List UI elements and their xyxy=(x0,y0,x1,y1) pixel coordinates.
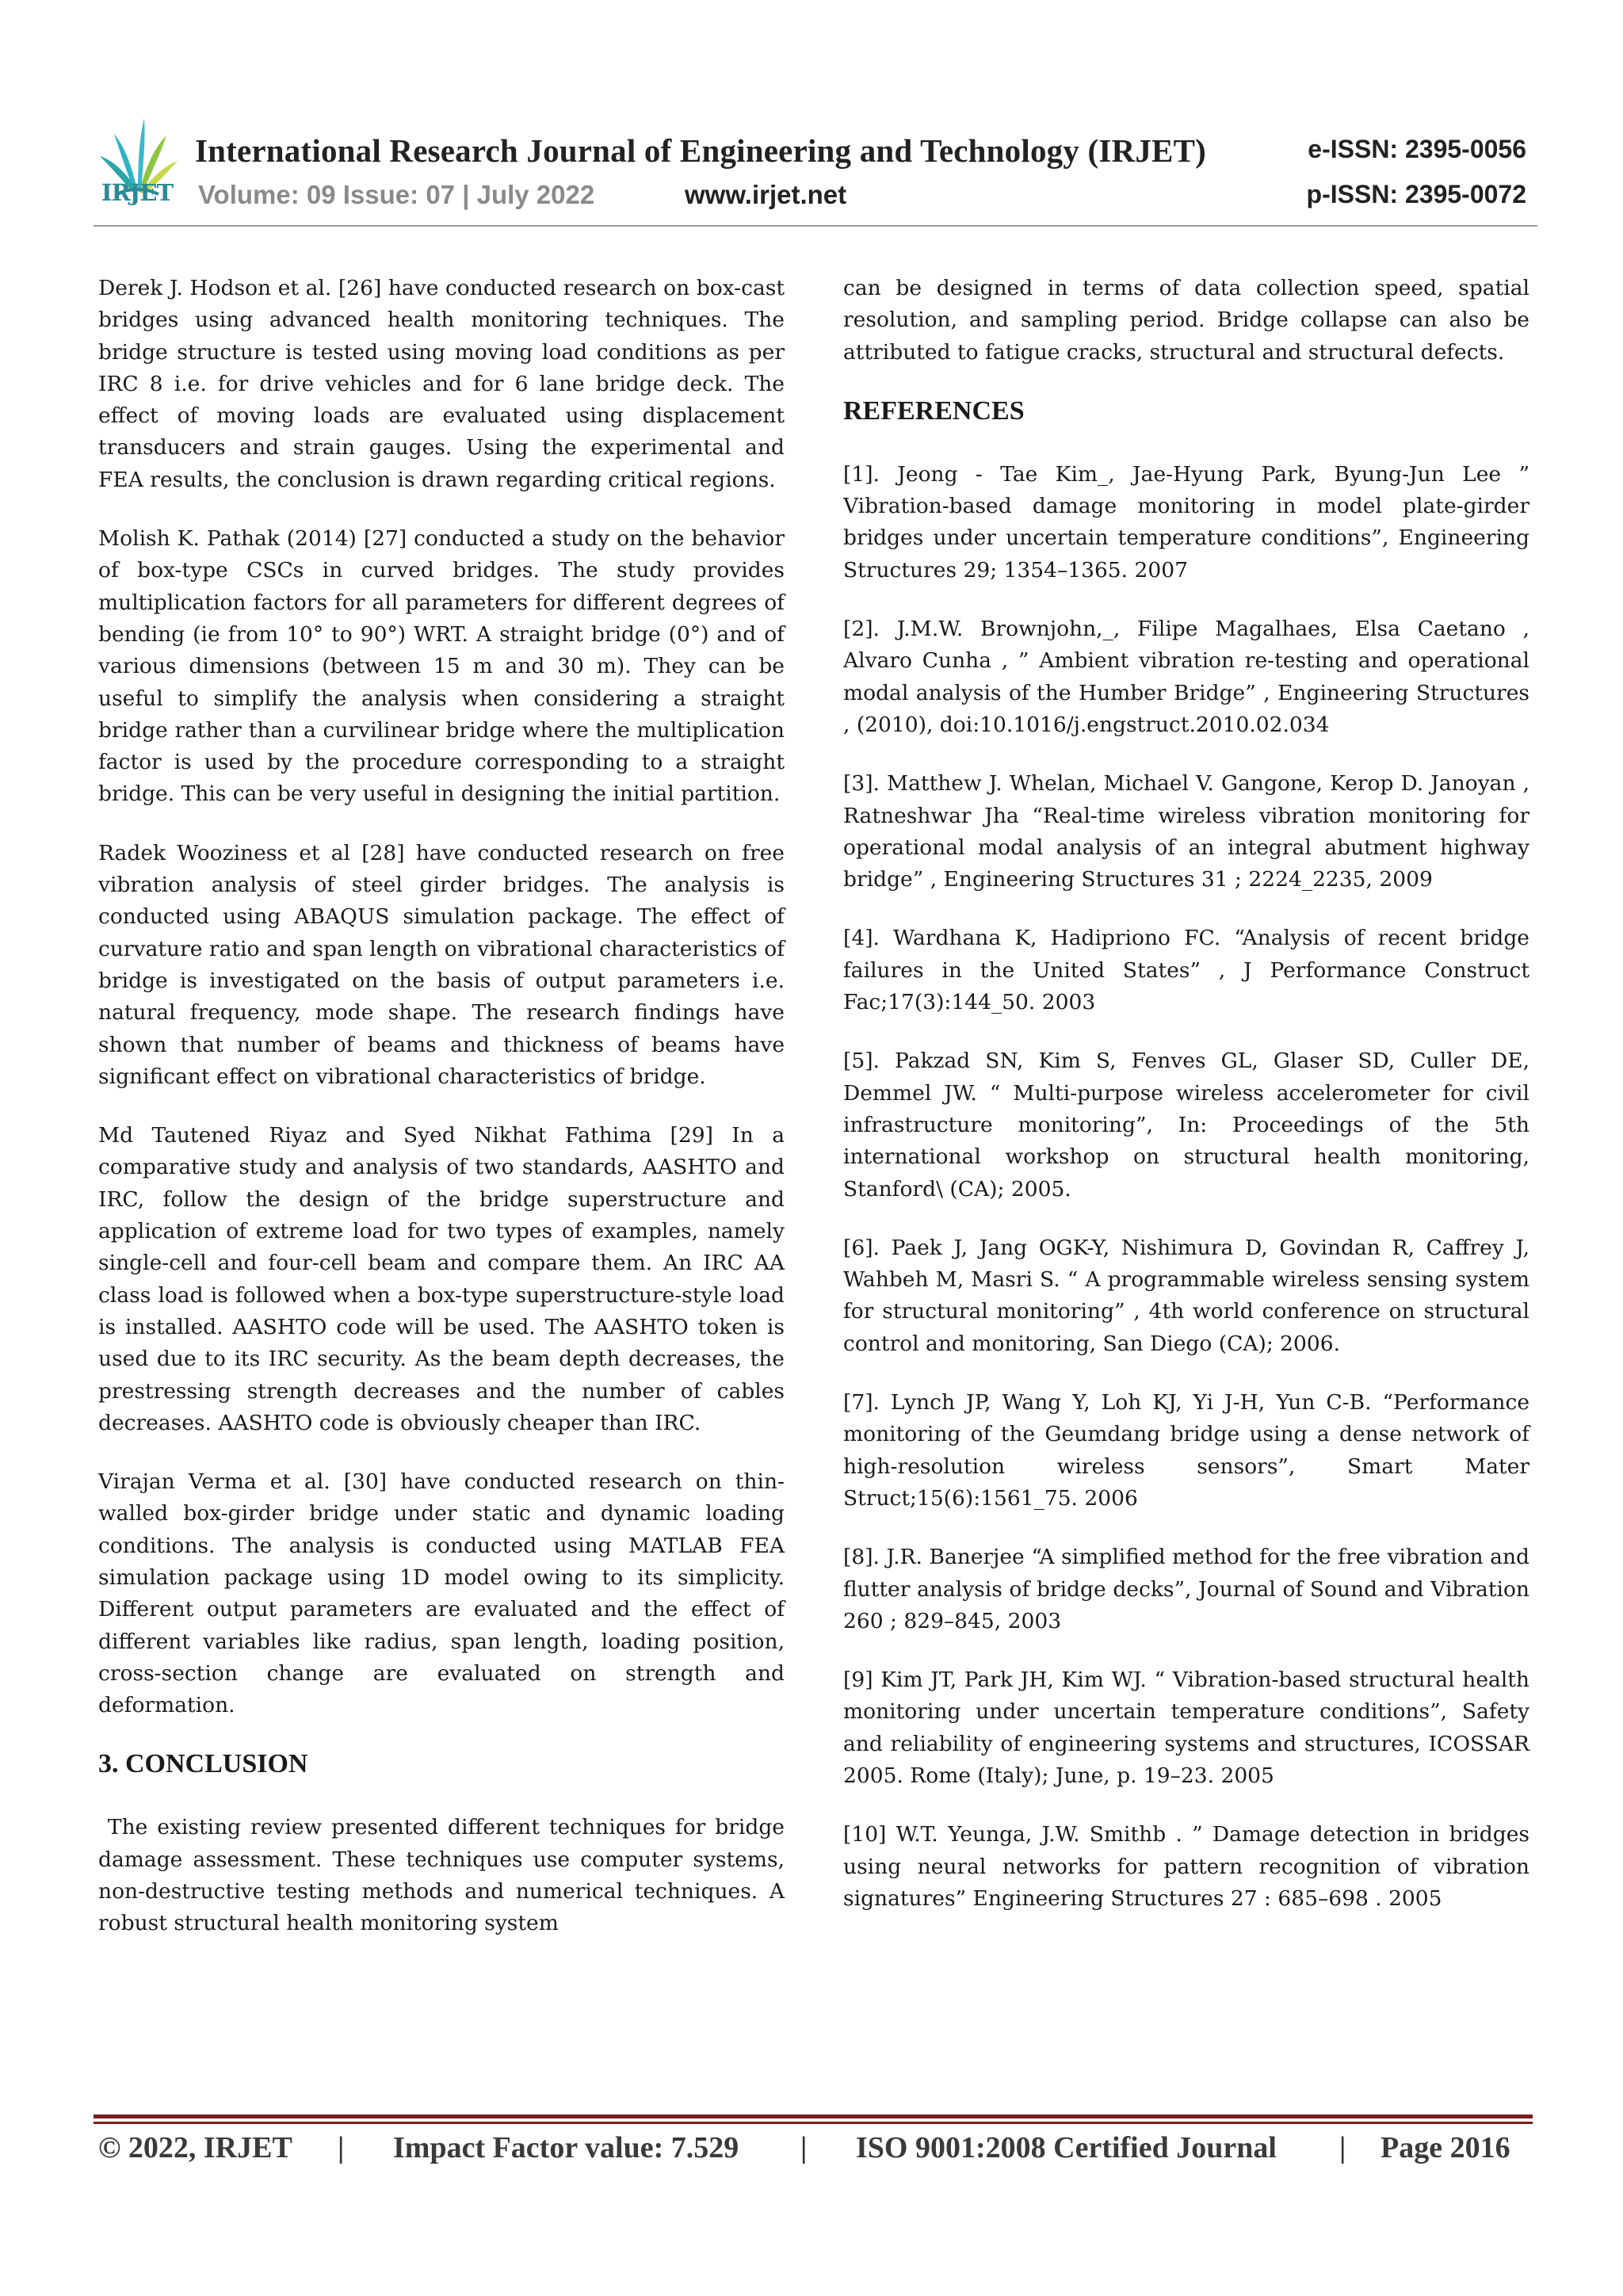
footer-iso: ISO 9001:2008 Certified Journal xyxy=(856,2131,1277,2164)
reference-item: [1]. Jeong - Tae Kim_, Jae-Hyung Park, Byung-Jun Lee ” Vibration-based damage monitoring in model plate-girder bridges under uncertain temperature conditions”, Engineering Structures 29; 1354–1365. 2007 xyxy=(843,461,1529,583)
footer-separator: | xyxy=(338,2131,345,2164)
reference-item: [8]. J.R. Banerjee “A simplified method for the free vibration and flutter analysis of bridge decks”, Journal of Sound and Vibration 260 ; 829–845, 2003 xyxy=(843,1545,1529,1633)
right-column xyxy=(843,273,1529,1942)
reference-item: [7]. Lynch JP, Wang Y, Loh KJ, Yi J-H, Yun C-B. “Performance monitoring of the Geumdang bridge using a dense network of high-resolution wireless sensors”, Smart Mater Struct;15(6):1561_75. 2006 xyxy=(843,1390,1529,1511)
reference-item: [5]. Pakzad SN, Kim S, Fenves GL, Glaser SD, Culler DE, Demmel JW. “ Multi-purpose wireless accelerometer for civil infrastructure monitoring”, In: Proceedings of the 5th international workshop on structural health monitoring, Stanford\ (CA); 2005. xyxy=(843,1049,1529,1201)
journal-website-link[interactable]: www.irjet.net xyxy=(685,180,847,209)
footer-page-number: Page 2016 xyxy=(1381,2131,1510,2164)
paragraph-hodson: Derek J. Hodson et al. [26] have conducted research on box-cast bridges using advanced health monitoring techniques. The bridge structure is tested using moving load conditions as per IRC 8 i.e. for drive vehicles and for 6 lane bridge deck. The effect of moving loads are evaluated using displacement transducers and strain gauges. Using the experimental and FEA results, the conclusion is drawn regarding critical regions. xyxy=(98,276,785,492)
paragraph-riyaz: Md Tautened Riyaz and Syed Nikhat Fathima [29] In a comparative study and analysis of two standards, AASHTO and IRC, follow the design of the bridge superstructure and application of extreme load for two types of examples, namely single-cell and four-cell beam and compare them. An IRC AA class load is followed when a box-type superstructure-style load is installed. AASHTO code will be used. The AASHTO token is used due to its IRC security. As the beam depth decreases, the prestressing strength decreases and the number of cables decreases. AASHTO code is obviously cheaper than IRC. xyxy=(98,1123,785,1435)
reference-item: [10] W.T. Yeunga, J.W. Smithb . ” Damage detection in bridges using neural networks for pattern recognition of vibration signatures” Engineering Structures 27 : 685–698 . 2005 xyxy=(843,1822,1529,1911)
footer-rule-bottom xyxy=(94,2122,1533,2124)
conclusion-paragraph: The existing review presented different techniques for bridge damage assessment. These techniques use computer systems, non-destructive testing methods and numerical techniques. A robust structural health monitoring system xyxy=(98,1815,792,1936)
footer-copyright: © 2022, IRJET xyxy=(98,2131,292,2164)
reference-item: [6]. Paek J, Jang OGK-Y, Nishimura D, Govindan R, Caffrey J, Wahbeh M, Masri S. “ A programmable wireless sensing system for structural monitoring” , 4th world conference on structural control and monitoring, San Diego (CA); 2006. xyxy=(843,1235,1529,1356)
paragraph-verma: Virajan Verma et al. [30] have conducted research on thin-walled box-girder bridge under static and dynamic loading conditions. The analysis is conducted using MATLAB FEA simulation package using 1D model owing to its simplicity. Different output parameters are evaluated and the effect of different variables like radius, span length, loading position, cross-section change are evaluated on strength and deformation. xyxy=(98,1469,785,1718)
reference-item: [9] Kim JT, Park JH, Kim WJ. “ Vibration-based structural health monitoring under uncertain temperature conditions”, Safety and reliability of engineering systems and structures, ICOSSAR 2005. Rome (Italy); June, p. 19–23. 2005 xyxy=(843,1668,1529,1788)
reference-item: [3]. Matthew J. Whelan, Michael V. Gangone, Kerop D. Janoyan , Ratneshwar Jha “Real-time wireless vibration monitoring for operational modal analysis of an integral abutment highway bridge” , Engineering Structures 31 ; 2224_2235, 2009 xyxy=(843,771,1529,892)
footer-impact-factor: Impact Factor value: 7.529 xyxy=(393,2131,739,2164)
volume-issue: Volume: 09 Issue: 07 | July 2022 xyxy=(198,180,595,209)
conclusion-continuation: can be designed in terms of data collection speed, spatial resolution, and sampling period. Bridge collapse can also be attributed to fatigue cracks, structural and structural defects. xyxy=(843,276,1529,365)
footer-separator: | xyxy=(800,2131,808,2164)
header-divider xyxy=(94,225,1537,227)
page-header xyxy=(0,0,1623,238)
journal-title: International Research Journal of Engineering and Technology (IRJET) xyxy=(195,132,1206,169)
pissn: p-ISSN: 2395-0072 xyxy=(1306,180,1526,208)
footer-separator: | xyxy=(1339,2131,1346,2164)
reference-item: [2]. J.M.W. Brownjohn,_, Filipe Magalhaes, Elsa Caetano , Alvaro Cunha , ” Ambient vibration re-testing and operational modal analysis of the Humber Bridge” , Engineering Structures , (2010), doi:10.1016/j.engstruct.2010.02.034 xyxy=(843,617,1529,737)
reference-item: [4]. Wardhana K, Hadipriono FC. “Analysis of recent bridge failures in the United States” , J Performance Construct Fac;17(3):144_50. 2003 xyxy=(843,926,1529,1015)
page-footer xyxy=(98,2130,1533,2170)
footer-rule-top xyxy=(94,2115,1533,2118)
eissn: e-ISSN: 2395-0056 xyxy=(1308,135,1526,163)
logo-text: IRJET xyxy=(101,179,174,206)
paragraph-pathak: Molish K. Pathak (2014) [27] conducted a study on the behavior of box-type CSCs in curved bridges. The study provides multiplication factors for all parameters for different degrees of bending (ie from 10° to 90°) WRT. A straight bridge (0°) and of various dimensions (between 15 m and 30 m). They can be useful to simplify the analysis when considering a straight bridge rather than a curvilinear bridge where the multiplication factor is used by the procedure corresponding to a straight bridge. This can be very useful in designing the initial partition. xyxy=(98,526,785,807)
left-column xyxy=(98,273,792,1967)
paragraph-wooziness: Radek Wooziness et al [28] have conducted research on free vibration analysis of steel girder bridges. The analysis is conducted using ABAQUS simulation package. The effect of curvature ratio and span length on vibrational characteristics of bridge is investigated on the basis of output parameters i.e. natural frequency, mode shape. The research findings have shown that number of beams and thickness of beams have significant effect on vibrational characteristics of bridge. xyxy=(98,840,785,1089)
conclusion-heading: 3. CONCLUSION xyxy=(98,1749,308,1779)
references-heading: REFERENCES xyxy=(843,395,1025,426)
